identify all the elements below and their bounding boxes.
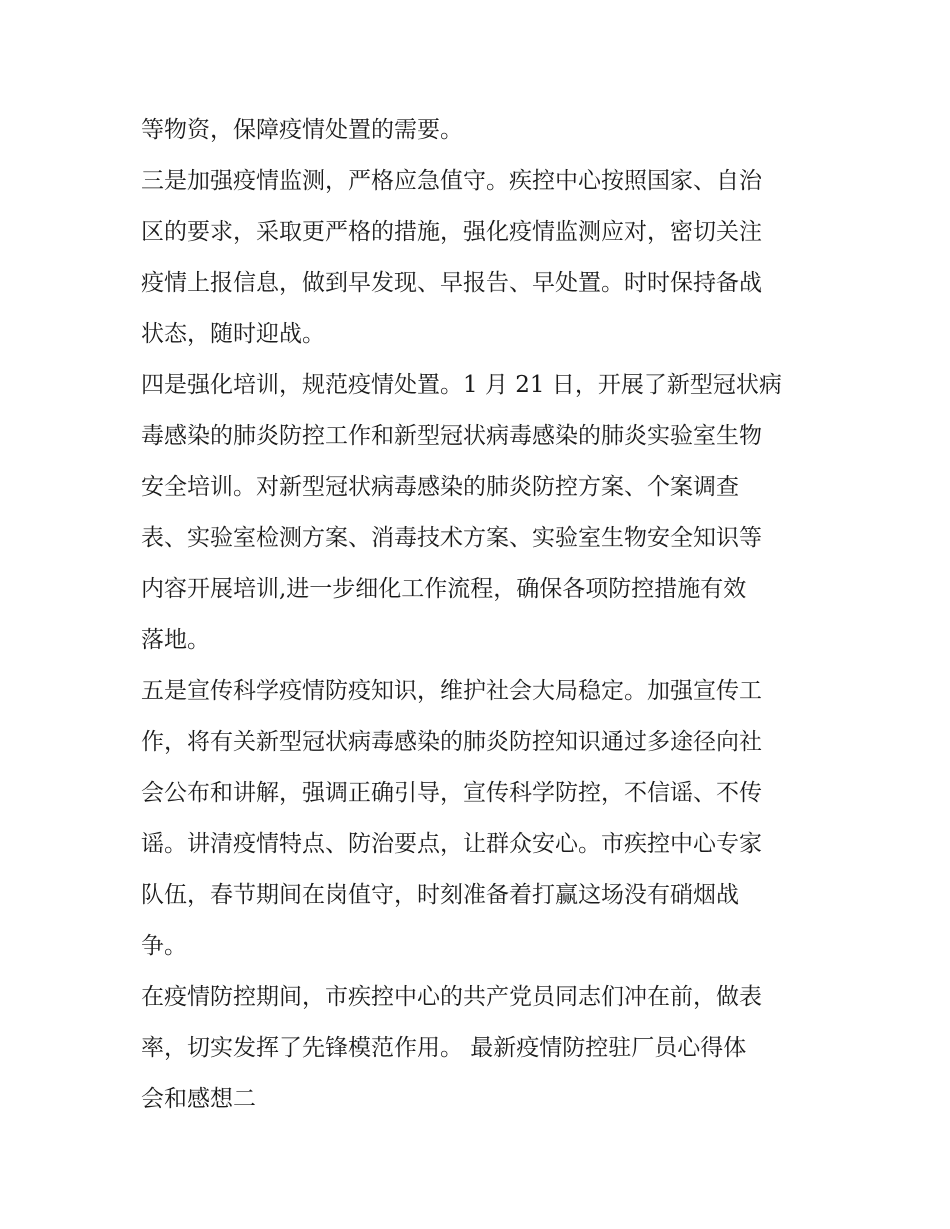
text-line: 谣。讲清疫情特点、防治要点，让群众安心。市疾控中心专家 [141,831,762,857]
text-line: 会和感想二 [141,1086,256,1112]
document-body [141,105,816,1125]
text-line: 等物资，保障疫情处置的需要。 [141,117,463,143]
text-line: 会公布和讲解，强调正确引导，宣传科学防控，不信谣、不传 [141,780,762,806]
text-line: 争。 [141,933,187,959]
text-line: 安全培训。对新型冠状病毒感染的肺炎防控方案、个案调查 [141,474,739,500]
text-line: 落地。 [141,627,210,653]
text-line: 表、实验室检测方案、消毒技术方案、实验室生物安全知识等 [141,525,762,551]
text-line: 三是加强疫情监测，严格应急值守。疾控中心按照国家、自治 [141,168,762,194]
text-line: 四是强化培训，规范疫情处置。1 月 21 日，开展了新型冠状病 [141,372,782,398]
text-line: 毒感染的肺炎防控工作和新型冠状病毒感染的肺炎实验室生物 [141,423,762,449]
text-line: 区的要求，采取更严格的措施，强化疫情监测应对，密切关注 [141,219,762,245]
text-line: 状态，随时迎战。 [141,321,325,347]
text-line: 队伍，春节期间在岗值守，时刻准备着打赢这场没有硝烟战 [141,882,739,908]
text-line: 五是宣传科学疫情防疫知识，维护社会大局稳定。加强宣传工 [141,678,762,704]
text-line: 率，切实发挥了先锋模范作用。 最新疫情防控驻厂员心得体 [141,1035,747,1061]
text-line: 作，将有关新型冠状病毒感染的肺炎防控知识通过多途径向社 [141,729,762,755]
text-line: 在疫情防控期间，市疾控中心的共产党员同志们冲在前，做表 [141,984,762,1010]
text-line: 内容开展培训,进一步细化工作流程，确保各项防控措施有效 [141,576,747,602]
text-line: 疫情上报信息，做到早发现、早报告、早处置。时时保持备战 [141,270,762,296]
